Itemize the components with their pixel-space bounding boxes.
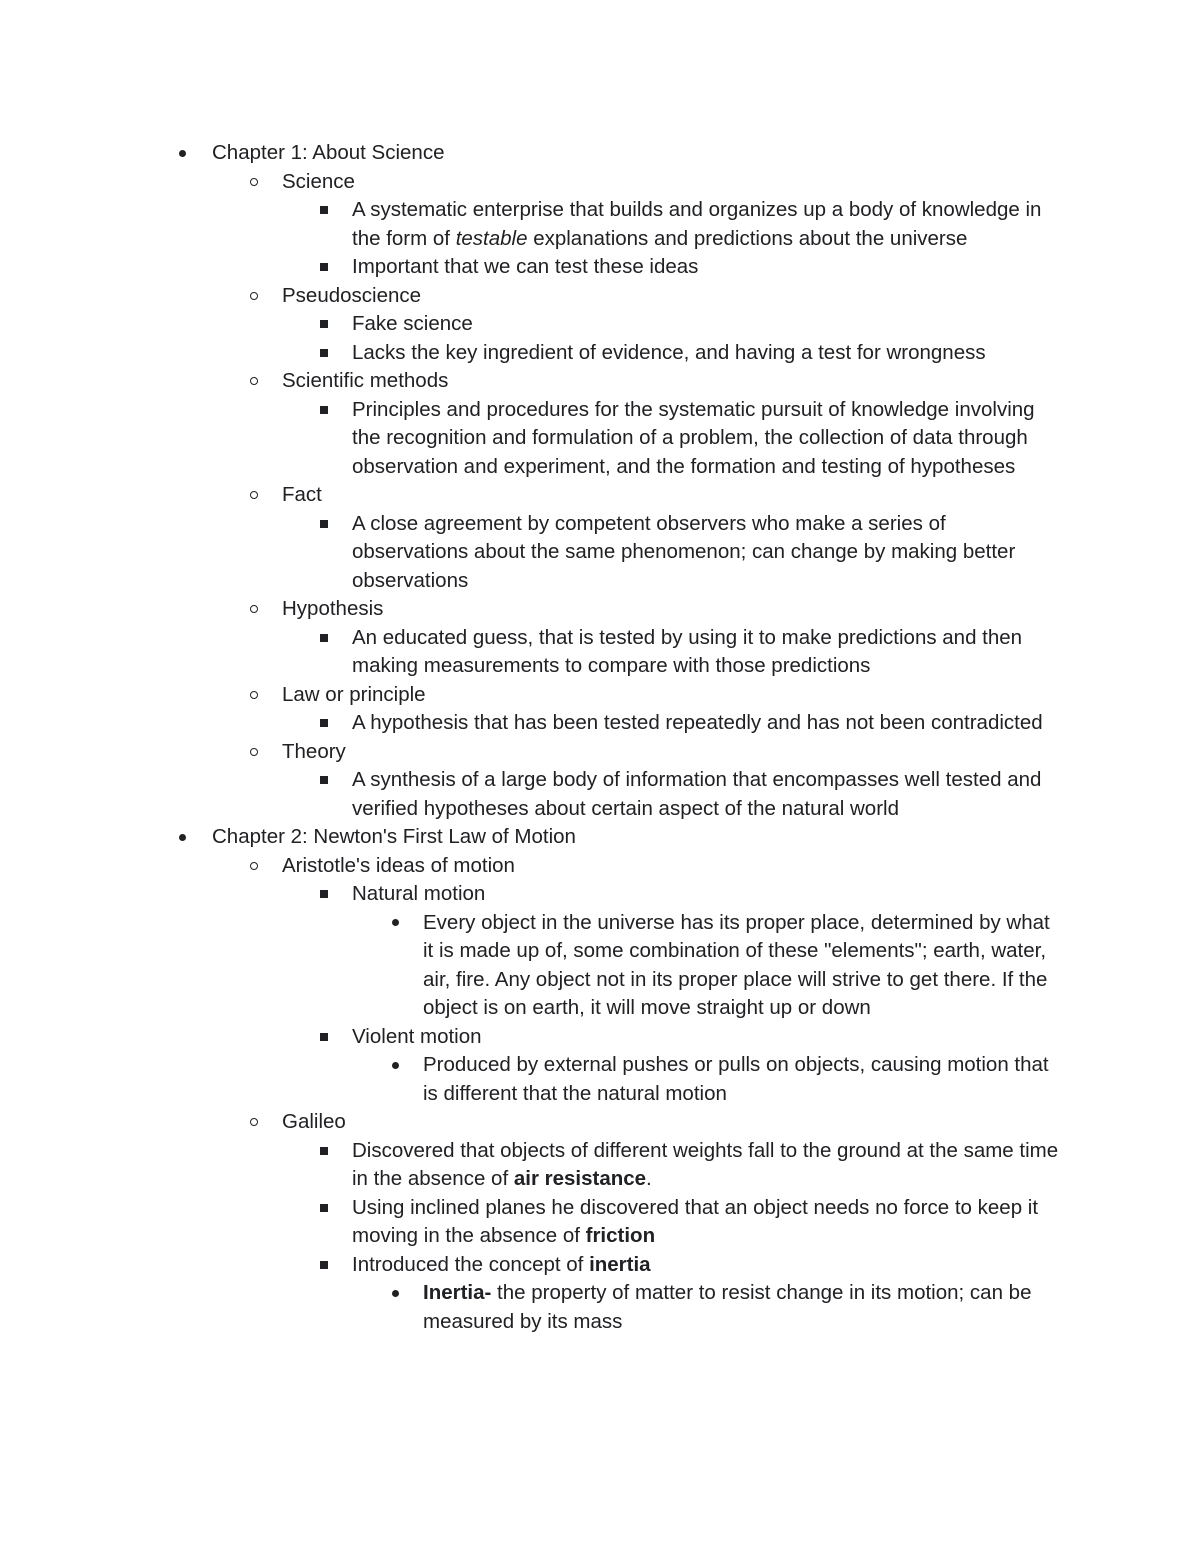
law-definition: A hypothesis that has been tested repeatedly and has not been contradicted — [352, 711, 1043, 734]
pseudoscience-item — [0, 282, 1200, 311]
square-bullet-icon — [316, 1137, 332, 1166]
fact-item — [0, 481, 1200, 510]
violent-motion-item — [0, 1023, 1200, 1052]
testable-emphasis: testable — [455, 226, 528, 250]
natural-motion-item — [0, 880, 1200, 909]
hollow-circle-bullet-icon — [246, 282, 262, 311]
galileo-item-1 — [0, 1137, 1200, 1194]
pseudoscience-text-1: Fake science — [352, 312, 473, 335]
chapter-2-title: Chapter 2: Newton's First Law of Motion — [212, 825, 576, 848]
law-definition-item — [0, 709, 1200, 738]
hypothesis-label: Hypothesis — [282, 597, 384, 620]
science-item — [0, 168, 1200, 197]
air-resistance-bold: air resistance — [513, 1167, 647, 1190]
hypothesis-definition-item — [0, 624, 1200, 681]
square-bullet-icon — [316, 624, 332, 653]
hollow-circle-bullet-icon — [246, 681, 262, 710]
friction-bold: friction — [585, 1224, 656, 1247]
science-definition-item — [0, 196, 1200, 253]
square-bullet-icon — [316, 709, 332, 738]
inertia-term-bold: Inertia- — [423, 1281, 492, 1304]
theory-definition-item — [0, 766, 1200, 823]
inertia-definition-item — [0, 1279, 1200, 1336]
pseudoscience-item-2 — [0, 339, 1200, 368]
science-important-text: Important that we can test these ideas — [352, 255, 699, 278]
pseudoscience-label: Pseudoscience — [282, 283, 422, 307]
fact-definition: A close agreement by competent observers who make a series of observations about the same phenomenon; can change by making better observations — [352, 511, 1016, 592]
hollow-circle-bullet-icon — [246, 852, 262, 881]
galileo-item-2 — [0, 1194, 1200, 1251]
square-bullet-icon — [316, 196, 332, 225]
square-bullet-icon — [316, 766, 332, 795]
science-label: Science — [282, 169, 355, 193]
pseudoscience-text-2: Lacks the key ingredient of evidence, and having a test for wrongness — [352, 340, 986, 364]
filled-circle-bullet-icon — [387, 1051, 403, 1080]
square-bullet-icon — [316, 339, 332, 368]
galileo-text-2: Using inclined planes he discovered that an object needs no force to keep it moving in the absence of friction — [352, 1195, 1039, 1247]
theory-definition: A synthesis of a large body of information that encompasses well tested and verified hypotheses about certain aspect of the natural world — [352, 768, 1042, 820]
inertia-bold: inertia — [589, 1252, 651, 1276]
galileo-text-3: Introduced the concept of inertia — [352, 1252, 651, 1276]
scientific-methods-definition-item — [0, 396, 1200, 482]
chapter-1-title: Chapter 1: About Science — [212, 141, 445, 164]
square-bullet-icon — [316, 880, 332, 909]
natural-motion-definition-item — [0, 909, 1200, 1023]
galileo-item-3 — [0, 1251, 1200, 1280]
hollow-circle-bullet-icon — [246, 481, 262, 510]
hollow-circle-bullet-icon — [246, 595, 262, 624]
fact-label: Fact — [282, 483, 322, 506]
aristotle-item — [0, 852, 1200, 881]
scientific-methods-label: Scientific methods — [282, 369, 449, 392]
galileo-item — [0, 1108, 1200, 1137]
science-important-item — [0, 253, 1200, 282]
theory-label: Theory — [282, 739, 346, 763]
filled-circle-bullet-icon — [174, 139, 190, 168]
square-bullet-icon — [316, 253, 332, 282]
chapter-1-item — [0, 139, 1200, 168]
law-item — [0, 681, 1200, 710]
square-bullet-icon — [316, 510, 332, 539]
violent-motion-definition-item — [0, 1051, 1200, 1108]
hollow-circle-bullet-icon — [246, 738, 262, 767]
hollow-circle-bullet-icon — [246, 1108, 262, 1137]
square-bullet-icon — [316, 1251, 332, 1280]
square-bullet-icon — [316, 396, 332, 425]
inertia-definition: Inertia- the property of matter to resist change in its motion; can be measured by its mass — [423, 1281, 1032, 1333]
square-bullet-icon — [316, 1023, 332, 1052]
violent-motion-label: Violent motion — [352, 1024, 482, 1048]
aristotle-label: Aristotle's ideas of motion — [282, 853, 515, 877]
theory-item — [0, 738, 1200, 767]
natural-motion-label: Natural motion — [352, 882, 486, 905]
hypothesis-definition: An educated guess, that is tested by using it to make predictions and then making measurements to compare with those predictions — [352, 625, 1023, 677]
violent-motion-definition: Produced by external pushes or pulls on objects, causing motion that is different that the natural motion — [423, 1053, 1049, 1105]
hollow-circle-bullet-icon — [246, 367, 262, 396]
galileo-label: Galileo — [282, 1110, 346, 1133]
natural-motion-definition: Every object in the universe has its proper place, determined by what it is made up of, some combination of these "elements"; earth, water, air, fire. Any object not in its proper place will strive to get there. If the object is on earth, it will move straight up or down — [423, 910, 1050, 1019]
fact-definition-item — [0, 510, 1200, 596]
hollow-circle-bullet-icon — [246, 168, 262, 197]
square-bullet-icon — [316, 310, 332, 339]
galileo-text-1: Discovered that objects of different weights fall to the ground at the same time in the absence of air resistance. — [352, 1138, 1059, 1190]
science-definition: A systematic enterprise that builds and organizes up a body of knowledge in the form of testable explanations and predictions about the universe — [352, 198, 1042, 250]
hypothesis-item — [0, 595, 1200, 624]
filled-circle-bullet-icon — [174, 823, 190, 852]
filled-circle-bullet-icon — [387, 1279, 403, 1308]
pseudoscience-item-1 — [0, 310, 1200, 339]
square-bullet-icon — [316, 1194, 332, 1223]
scientific-methods-item — [0, 367, 1200, 396]
chapter-2-item — [0, 823, 1200, 852]
notes-page — [0, 139, 1200, 1336]
filled-circle-bullet-icon — [387, 909, 403, 938]
scientific-methods-definition: Principles and procedures for the systematic pursuit of knowledge involving the recognition and formulation of a problem, the collection of data through observation and experiment, and the formation and testing of hypotheses — [352, 397, 1035, 478]
law-label: Law or principle — [282, 682, 426, 706]
